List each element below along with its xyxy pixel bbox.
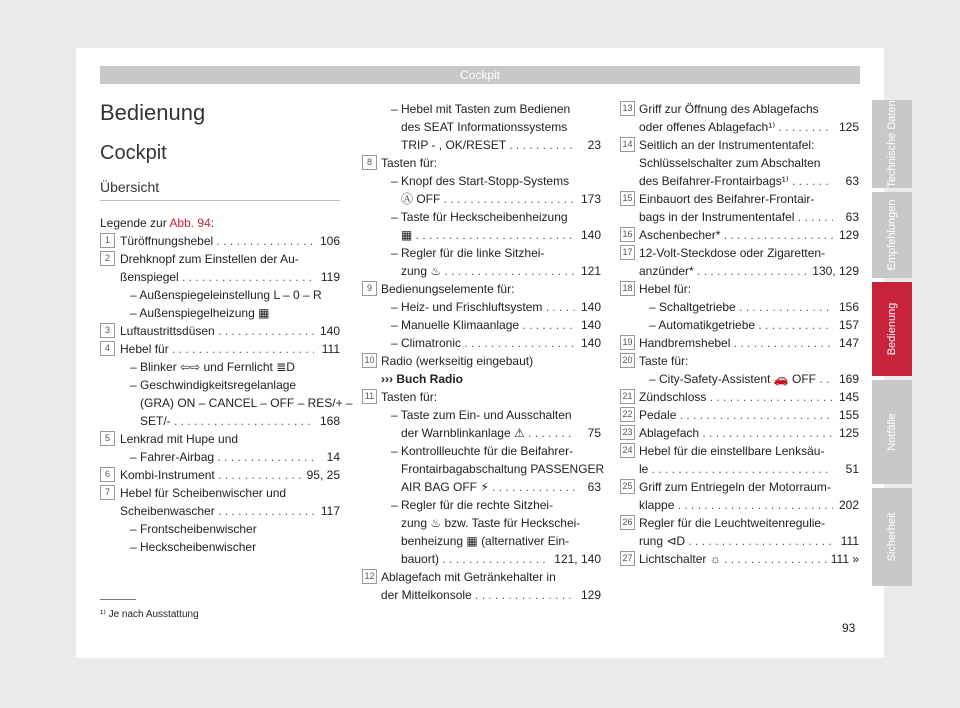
chapter-tab[interactable] bbox=[872, 488, 912, 586]
legend-item-text: Hebel für: bbox=[639, 282, 692, 296]
legend-item-page[interactable]: 111 bbox=[840, 534, 859, 548]
legend-item-text: Ablagefach mit Getränkehalter in bbox=[381, 570, 556, 584]
legend-item-page[interactable]: 117 bbox=[320, 504, 340, 518]
legend-item-page[interactable]: 125 bbox=[838, 426, 859, 440]
legend-item-text: des Beifahrer-Frontairbags¹⁾ . . . bbox=[639, 172, 833, 190]
legend-item bbox=[381, 478, 601, 496]
legend-item bbox=[120, 448, 340, 466]
legend-item bbox=[381, 586, 601, 604]
legend-item bbox=[639, 478, 859, 496]
legend-item-text: der Warnblinkanlage ⚠ . . . bbox=[401, 424, 575, 442]
chapter-tab-label: Bedienung bbox=[886, 302, 898, 356]
legend-item-text: Ablagefach . . . bbox=[639, 424, 833, 442]
item-number-badge: 24 bbox=[620, 443, 635, 458]
legend-item-page[interactable]: 63 bbox=[587, 480, 601, 494]
legend-item-page[interactable]: 140 bbox=[580, 318, 601, 332]
legend-item bbox=[381, 334, 601, 352]
legend-item-text: – Knopf des Start-Stopp-Systems bbox=[391, 174, 570, 188]
legend-item bbox=[639, 496, 859, 514]
legend-item-text: Türöffnungshebel . . . bbox=[120, 232, 314, 250]
legend-item bbox=[639, 262, 859, 280]
legend-item-text: Lichtschalter ☼ . . . bbox=[639, 550, 827, 568]
legend-item-text: ßenspiegel . . . bbox=[120, 268, 314, 286]
legend-item bbox=[120, 394, 353, 412]
legend-item-text: – Außenspiegelheizung ▦ bbox=[130, 306, 270, 320]
legend-item-text: Radio (werkseitig eingebaut) bbox=[381, 354, 534, 368]
item-number-badge: 18 bbox=[620, 281, 635, 296]
header-title: Cockpit bbox=[459, 68, 500, 82]
item-number-badge: 26 bbox=[620, 515, 635, 530]
legend-item-text: – Taste für Heckscheibenheizung bbox=[391, 210, 568, 224]
item-number-badge: 27 bbox=[620, 551, 635, 566]
heading-divider bbox=[100, 200, 340, 201]
legend-item-page[interactable]: 157 bbox=[838, 318, 859, 332]
legend-prefix: Legende zur bbox=[100, 216, 167, 230]
item-number-badge: 6 bbox=[100, 467, 115, 482]
legend-item-text: – Taste zum Ein- und Ausschalten bbox=[391, 408, 572, 422]
legend-item-text: – City-Safety-Assistent 🚗 OFF . . . bbox=[649, 370, 833, 388]
item-number-badge: 1 bbox=[100, 233, 115, 248]
legend-item-page[interactable]: 63 bbox=[845, 210, 859, 224]
legend-item-text: anzünder* . . . bbox=[639, 262, 808, 280]
legend-item bbox=[639, 280, 859, 298]
legend-item bbox=[120, 286, 340, 304]
legend-item-text: – Heckscheibenwischer bbox=[130, 540, 257, 554]
legend-item-text: TRIP - , OK/RESET . . . bbox=[401, 136, 575, 154]
legend-item-text: – Climatronic . . . bbox=[391, 334, 575, 352]
legend-item bbox=[639, 532, 859, 550]
legend-item-text: – Frontscheibenwischer bbox=[130, 522, 257, 536]
legend-item bbox=[639, 118, 859, 136]
legend-item bbox=[639, 244, 859, 262]
legend-item bbox=[381, 244, 601, 262]
item-number-badge: 4 bbox=[100, 341, 115, 356]
legend-item bbox=[381, 100, 601, 118]
item-number-badge: 10 bbox=[362, 353, 377, 368]
page-number: 93 bbox=[842, 621, 856, 635]
legend-item bbox=[639, 370, 859, 388]
legend-item bbox=[639, 352, 859, 370]
legend-item-page[interactable]: 130, 129 bbox=[812, 264, 859, 278]
legend-item-text: oder offenes Ablagefach¹⁾ . . . bbox=[639, 118, 833, 136]
legend-item-page[interactable]: 23 bbox=[587, 138, 601, 152]
legend-item bbox=[381, 316, 601, 334]
legend-item bbox=[381, 550, 601, 568]
item-number-badge: 11 bbox=[362, 389, 377, 404]
legend-item bbox=[639, 460, 859, 478]
legend-item-page[interactable]: 202 bbox=[838, 498, 859, 512]
legend-item bbox=[120, 358, 340, 376]
legend-item bbox=[381, 190, 601, 208]
legend-item-page[interactable]: 129 bbox=[580, 588, 601, 602]
legend-item-text: Hebel für . . . bbox=[120, 340, 314, 358]
legend-item bbox=[639, 154, 859, 172]
legend-line bbox=[100, 214, 340, 232]
item-number-badge: 22 bbox=[620, 407, 635, 422]
legend-item-text: (GRA) ON – CANCEL – OFF – RES/+ – bbox=[140, 396, 353, 410]
legend-item bbox=[120, 376, 340, 394]
legend-item bbox=[381, 442, 601, 460]
legend-item-text: ▦ . . . bbox=[401, 226, 575, 244]
legend-item-page[interactable]: 147 bbox=[838, 336, 859, 350]
legend-item bbox=[381, 154, 601, 172]
legend-item-text: Seitlich an der Instrumententafel: bbox=[639, 138, 815, 152]
legend-column-2 bbox=[364, 100, 605, 604]
legend-item-text: Ⓐ OFF . . . bbox=[401, 190, 575, 208]
legend-item-text: Aschenbecher* . . . bbox=[639, 226, 833, 244]
legend-item-page[interactable]: 51 bbox=[845, 462, 859, 476]
legend-item-page[interactable]: 140 bbox=[580, 228, 601, 242]
figure-link[interactable]: Abb. 94 bbox=[169, 216, 211, 230]
legend-item-text: Regler für die Leuchtweitenregulie- bbox=[639, 516, 826, 530]
legend-item-page[interactable]: 140 bbox=[319, 324, 340, 338]
legend-item-text: Hebel für die einstellbare Lenksäu- bbox=[639, 444, 825, 458]
legend-item-page[interactable]: 14 bbox=[326, 450, 340, 464]
chapter-tab-label: Notfälle bbox=[886, 413, 898, 451]
legend-item-text: des SEAT Informationssystems bbox=[401, 120, 568, 134]
legend-item bbox=[381, 496, 601, 514]
legend-item bbox=[639, 172, 859, 190]
legend-item-text: SET/- . . . bbox=[140, 412, 314, 430]
footnote: ¹⁾ Je nach Ausstattung bbox=[100, 609, 199, 620]
legend-item-text: Pedale . . . bbox=[639, 406, 833, 424]
item-number-badge: 19 bbox=[620, 335, 635, 350]
legend-item-text: Griff zur Öffnung des Ablagefachs bbox=[639, 102, 819, 116]
legend-suffix: : bbox=[210, 216, 215, 230]
legend-item bbox=[639, 406, 859, 424]
legend-item-text: – Automatikgetriebe . . . bbox=[649, 316, 833, 334]
legend-item-text: Tasten für: bbox=[381, 390, 438, 404]
legend-item-page[interactable]: 75 bbox=[587, 426, 601, 440]
item-number-badge: 23 bbox=[620, 425, 635, 440]
legend-item-text: Bedienungselemente für: bbox=[381, 282, 515, 296]
legend-item bbox=[381, 424, 601, 442]
legend-column-1 bbox=[104, 232, 353, 556]
chapter-tab-label: Sicherheit bbox=[886, 512, 898, 562]
legend-item-text: – Manuelle Klimaanlage . . . bbox=[391, 316, 575, 334]
legend-item-page[interactable]: 125 bbox=[838, 120, 859, 134]
item-number-badge: 3 bbox=[100, 323, 115, 338]
legend-item bbox=[381, 532, 601, 550]
legend-item-page[interactable]: 63 bbox=[845, 174, 859, 188]
legend-item-page[interactable]: 106 bbox=[319, 234, 340, 248]
heading-uebersicht: Übersicht bbox=[100, 179, 160, 195]
item-number-badge: 12 bbox=[362, 569, 377, 584]
legend-item bbox=[120, 502, 340, 520]
legend-item-text: Frontairbagabschaltung PASSENGER bbox=[401, 462, 605, 476]
legend-item-text: bauort) . . . bbox=[401, 550, 550, 568]
legend-item-text: Lenkrad mit Hupe und bbox=[120, 432, 239, 446]
item-number-badge: 5 bbox=[100, 431, 115, 446]
legend-item bbox=[639, 442, 859, 460]
legend-item-page[interactable]: 140 bbox=[580, 300, 601, 314]
legend-item bbox=[120, 322, 340, 340]
item-number-badge: 9 bbox=[362, 281, 377, 296]
legend-item-page[interactable]: 111 bbox=[321, 342, 340, 356]
legend-item-text: rung ⊲D . . . bbox=[639, 532, 833, 550]
legend-item-text: ››› Buch Radio bbox=[381, 372, 463, 386]
item-number-badge: 15 bbox=[620, 191, 635, 206]
legend-item-text: Schlüsselschalter zum Abschalten bbox=[639, 156, 821, 170]
chapter-tab[interactable] bbox=[872, 100, 912, 188]
legend-item-page[interactable]: 169 bbox=[838, 372, 859, 386]
chapter-tab[interactable] bbox=[872, 380, 912, 484]
legend-item-page[interactable]: 145 bbox=[838, 390, 859, 404]
legend-item-text: Griff zum Entriegeln der Motorraum- bbox=[639, 480, 831, 494]
legend-item bbox=[639, 514, 859, 532]
legend-item bbox=[120, 304, 340, 322]
legend-item-text: der Mittelkonsole . . . bbox=[381, 586, 575, 604]
legend-item bbox=[120, 430, 340, 448]
legend-item bbox=[639, 550, 859, 568]
legend-item-text: – Blinker ⇦⇨ und Fernlicht ≣D bbox=[130, 360, 295, 374]
legend-item-page[interactable]: 121, 140 bbox=[554, 552, 601, 566]
item-number-badge: 21 bbox=[620, 389, 635, 404]
legend-item-text: benheizung ▦ (alternativer Ein- bbox=[401, 534, 570, 548]
heading-bedienung: Bedienung bbox=[100, 100, 206, 125]
legend-item bbox=[639, 136, 859, 154]
legend-item-text: Zündschloss . . . bbox=[639, 388, 833, 406]
legend-item bbox=[381, 118, 601, 136]
legend-item-text: Tasten für: bbox=[381, 156, 438, 170]
legend-item bbox=[381, 298, 601, 316]
legend-item bbox=[120, 484, 340, 502]
legend-item-page[interactable]: 168 bbox=[319, 414, 340, 428]
chapter-tab-label: Technische Daten bbox=[886, 100, 898, 188]
legend-item bbox=[381, 388, 601, 406]
legend-item-page[interactable]: 156 bbox=[838, 300, 859, 314]
legend-item bbox=[120, 340, 340, 358]
legend-item-text: – Regler für die linke Sitzhei- bbox=[391, 246, 545, 260]
legend-item-text: 12-Volt-Steckdose oder Zigaretten- bbox=[639, 246, 826, 260]
legend-item-text: Luftaustrittsdüsen . . . bbox=[120, 322, 314, 340]
legend-item bbox=[639, 388, 859, 406]
legend-column-3 bbox=[622, 100, 859, 568]
legend-item-text: bags in der Instrumententafel . . . bbox=[639, 208, 833, 226]
chapter-tab[interactable] bbox=[872, 192, 912, 278]
legend-item-page[interactable]: 121 bbox=[580, 264, 601, 278]
legend-item bbox=[120, 538, 340, 556]
heading-cockpit: Cockpit bbox=[100, 142, 167, 164]
legend-item bbox=[639, 334, 859, 352]
legend-item bbox=[639, 298, 859, 316]
chapter-tab[interactable] bbox=[872, 282, 912, 376]
legend-item-text: klappe . . . bbox=[639, 496, 833, 514]
legend-item-text: AIR BAG OFF ⚡ . . . bbox=[401, 478, 575, 496]
legend-item bbox=[381, 568, 601, 586]
legend-item-page[interactable]: 111 » bbox=[830, 552, 859, 566]
legend-item-page[interactable]: 173 bbox=[580, 192, 601, 206]
legend-item-text: – Regler für die rechte Sitzhei- bbox=[391, 498, 554, 512]
footnote-divider bbox=[100, 599, 136, 600]
item-number-badge: 2 bbox=[100, 251, 115, 266]
legend-item bbox=[381, 280, 601, 298]
legend-item-text: Kombi-Instrument . . . bbox=[120, 466, 303, 484]
legend-item-page[interactable]: 119 bbox=[320, 270, 340, 284]
item-number-badge: 25 bbox=[620, 479, 635, 494]
legend-item-text: – Geschwindigkeitsregelanlage bbox=[130, 378, 297, 392]
legend-item-text: – Kontrollleuchte für die Beifahrer- bbox=[391, 444, 574, 458]
chapter-tab-label: Empfehlungen bbox=[886, 199, 898, 271]
legend-item bbox=[381, 514, 601, 532]
legend-item-text: zung ♨ bzw. Taste für Heckschei- bbox=[401, 516, 581, 530]
legend-item bbox=[639, 316, 859, 334]
legend-item bbox=[639, 226, 859, 244]
legend-item-page[interactable]: 140 bbox=[580, 336, 601, 350]
legend-item bbox=[381, 370, 601, 388]
legend-item-page[interactable]: 129 bbox=[838, 228, 859, 242]
legend-item-text: le . . . bbox=[639, 460, 833, 478]
legend-item-text: Drehknopf zum Einstellen der Au- bbox=[120, 252, 299, 266]
item-number-badge: 13 bbox=[620, 101, 635, 116]
legend-item-text: – Fahrer-Airbag . . . bbox=[130, 448, 314, 466]
legend-item bbox=[120, 520, 340, 538]
legend-item-page[interactable]: 155 bbox=[838, 408, 859, 422]
legend-item-text: zung ♨ . . . bbox=[401, 262, 575, 280]
legend-item bbox=[381, 352, 601, 370]
legend-item bbox=[120, 466, 340, 484]
legend-item bbox=[381, 262, 601, 280]
legend-item bbox=[639, 208, 859, 226]
legend-item-text: Taste für: bbox=[639, 354, 689, 368]
item-number-badge: 16 bbox=[620, 227, 635, 242]
legend-item bbox=[120, 412, 340, 430]
legend-item bbox=[639, 424, 859, 442]
legend-item bbox=[381, 136, 601, 154]
legend-item-text: Einbauort des Beifahrer-Frontair- bbox=[639, 192, 815, 206]
legend-item bbox=[639, 100, 859, 118]
legend-item-text: – Hebel mit Tasten zum Bedienen bbox=[391, 102, 571, 116]
item-number-badge: 7 bbox=[100, 485, 115, 500]
legend-item bbox=[120, 232, 340, 250]
legend-item bbox=[381, 226, 601, 244]
legend-item-text: – Heiz- und Frischluftsystem . . . bbox=[391, 298, 575, 316]
legend-item-text: Hebel für Scheibenwischer und bbox=[120, 486, 287, 500]
legend-item bbox=[639, 190, 859, 208]
legend-item-text: – Außenspiegeleinstellung L – 0 – R bbox=[130, 288, 322, 302]
legend-item bbox=[120, 268, 340, 286]
legend-item bbox=[381, 460, 605, 478]
legend-item bbox=[120, 250, 340, 268]
section-header bbox=[100, 66, 860, 84]
legend-item bbox=[381, 208, 601, 226]
item-number-badge: 8 bbox=[362, 155, 377, 170]
legend-item-text: Handbremshebel . . . bbox=[639, 334, 833, 352]
legend-item-text: Scheibenwascher . . . bbox=[120, 502, 314, 520]
legend-item-page[interactable]: 95, 25 bbox=[306, 468, 340, 482]
legend-item bbox=[381, 406, 601, 424]
item-number-badge: 20 bbox=[620, 353, 635, 368]
item-number-badge: 17 bbox=[620, 245, 635, 260]
item-number-badge: 14 bbox=[620, 137, 635, 152]
legend-item bbox=[381, 172, 601, 190]
legend-item-text: – Schaltgetriebe . . . bbox=[649, 298, 833, 316]
